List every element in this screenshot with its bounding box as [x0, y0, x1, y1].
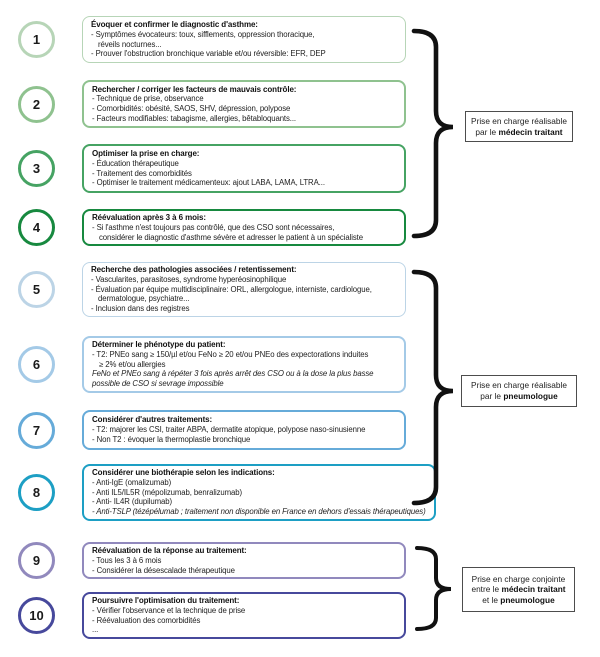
step-line: - T2: PNEo sang ≥ 150/µl et/ou FeNo ≥ 20 et/ou PNEo des expectorations induites [92, 349, 369, 359]
step-title: Évoquer et confirmer le diagnostic d'asthme: [91, 20, 258, 30]
step-line: - Considérer la désescalade thérapeutique [92, 565, 235, 575]
step-title: Déterminer le phénotype du patient: [92, 340, 226, 350]
step-number: 2 [32, 96, 41, 112]
step-title: Réévaluation après 3 à 6 mois: [92, 213, 206, 222]
group-label-3 [462, 567, 575, 612]
step-line: - Symptômes évocateurs: toux, sifflements, oppression thoracique, [91, 29, 315, 39]
step-line: - Comorbidités: obésité, SAOS, SHV, dépression, polypose [92, 104, 291, 114]
step-title: Poursuivre l'optimisation du traitement: [92, 596, 240, 605]
group-label-text: Prise en charge réalisable [471, 380, 567, 391]
group-label-bold-text: pneumologue [500, 594, 555, 605]
step-line: considérer le diagnostic d'asthme sévère et adresser le patient à un spécialiste [99, 232, 363, 242]
step-line: - Vascularites, parasitoses, syndrome hyperéosinophilique [91, 274, 287, 284]
group-label-text: par le [475, 126, 499, 137]
step-number: 9 [32, 553, 41, 569]
group-label-text: Prise en charge réalisable [471, 115, 567, 126]
step-number: 4 [32, 220, 41, 236]
step-number: 6 [32, 357, 41, 372]
group-label-bold-text: médecin traitant [498, 126, 563, 137]
group-label-2 [461, 375, 577, 407]
step-line: - Évaluation par équipe multidisciplinaire: ORL, allergologue, interniste, cardiologue, [91, 284, 372, 294]
step-line: réveils nocturnes... [98, 39, 162, 49]
step-line: - Inclusion dans des registres [91, 304, 190, 314]
step-title: Considérer une biothérapie selon les indications: [92, 468, 275, 478]
step-line: ... [92, 625, 99, 635]
step-line: - Technique de prise, observance [92, 94, 204, 104]
brace-group-3 [417, 548, 451, 629]
step-line: dermatologue, psychiatre... [98, 294, 190, 304]
group-label-line [471, 116, 567, 127]
group-label-line [482, 595, 554, 606]
step-line: - Tous les 3 à 6 mois [92, 555, 162, 565]
step-title: Optimiser la prise en charge: [92, 149, 200, 159]
step-title: Recherche des pathologies associées / retentissement: [91, 265, 297, 275]
group-label-bold-text: médecin traitant [501, 584, 566, 595]
step-number: 10 [29, 607, 44, 623]
group-label-text: Prise en charge conjointe [471, 573, 566, 584]
brace-group-2 [414, 272, 453, 503]
step-line: - Éducation thérapeutique [92, 158, 179, 168]
group-label-line [475, 127, 562, 138]
step-line: FeNo et PNEo sang à répéter 3 fois après arrêt des CSO ou à la dose la plus basse [92, 369, 374, 379]
step-title: Rechercher / corriger les facteurs de mauvais contrôle: [92, 84, 297, 94]
step-number: 3 [32, 161, 41, 176]
group-label-line [471, 380, 567, 391]
group-label-line [472, 574, 566, 585]
brace-group-1 [414, 31, 453, 236]
step-line: - Si l'asthme n'est toujours pas contrôlé, que des CSO sont nécessaires, [92, 222, 335, 232]
group-label-text: par le [480, 391, 504, 401]
step-line: - Vérifier l'observance et la technique de prise [92, 605, 246, 615]
step-line: - Anti-TSLP (tézépélumab ; traitement non disponible en France en dehors d'essais thérapeutiques) [92, 507, 426, 517]
step-line: - Anti-IgE (omalizumab) [92, 477, 172, 487]
group-label-bold-text: pneumologue [503, 391, 558, 401]
group-label-text: et le [482, 594, 501, 605]
step-number: 7 [32, 422, 41, 438]
step-line: - Anti- IL4R (dupilumab) [92, 497, 172, 507]
step-line: ≥ 2% et/ou allergies [99, 359, 166, 369]
step-line: - Optimiser le traitement médicamenteux: ajout LABA, LAMA, LTRA... [92, 178, 325, 188]
group-label-1 [465, 111, 573, 142]
step-line: - Anti IL5/IL5R (mépolizumab, benralizumab) [92, 487, 242, 497]
group-label-text: entre le [471, 584, 502, 595]
step-line: - T2: majorer les CSI, traiter ABPA, dermatite atopique, polypose naso-sinusienne [92, 425, 366, 435]
step-line: - Réévaluation des comorbidités [92, 615, 201, 625]
step-line: possible de CSO si sevrage impossible [92, 379, 224, 389]
step-line: - Traitement des comorbidités [92, 168, 192, 178]
step-title: Réévaluation de la réponse au traitement: [92, 546, 247, 555]
step-number: 5 [32, 282, 41, 297]
group-label-line [471, 584, 565, 595]
step-line: - Facteurs modifiables: tabagisme, allergies, bêtabloquants... [92, 113, 296, 123]
step-title: Considérer d'autres traitements: [92, 415, 213, 425]
step-line: - Prouver l'obstruction bronchique variable et/ou réversible: EFR, DEP [91, 49, 326, 59]
step-line: - Non T2 : évoquer la thermoplastie bronchique [92, 434, 251, 444]
group-label-line [480, 391, 557, 402]
step-number: 1 [32, 32, 41, 47]
step-number: 8 [32, 485, 41, 500]
